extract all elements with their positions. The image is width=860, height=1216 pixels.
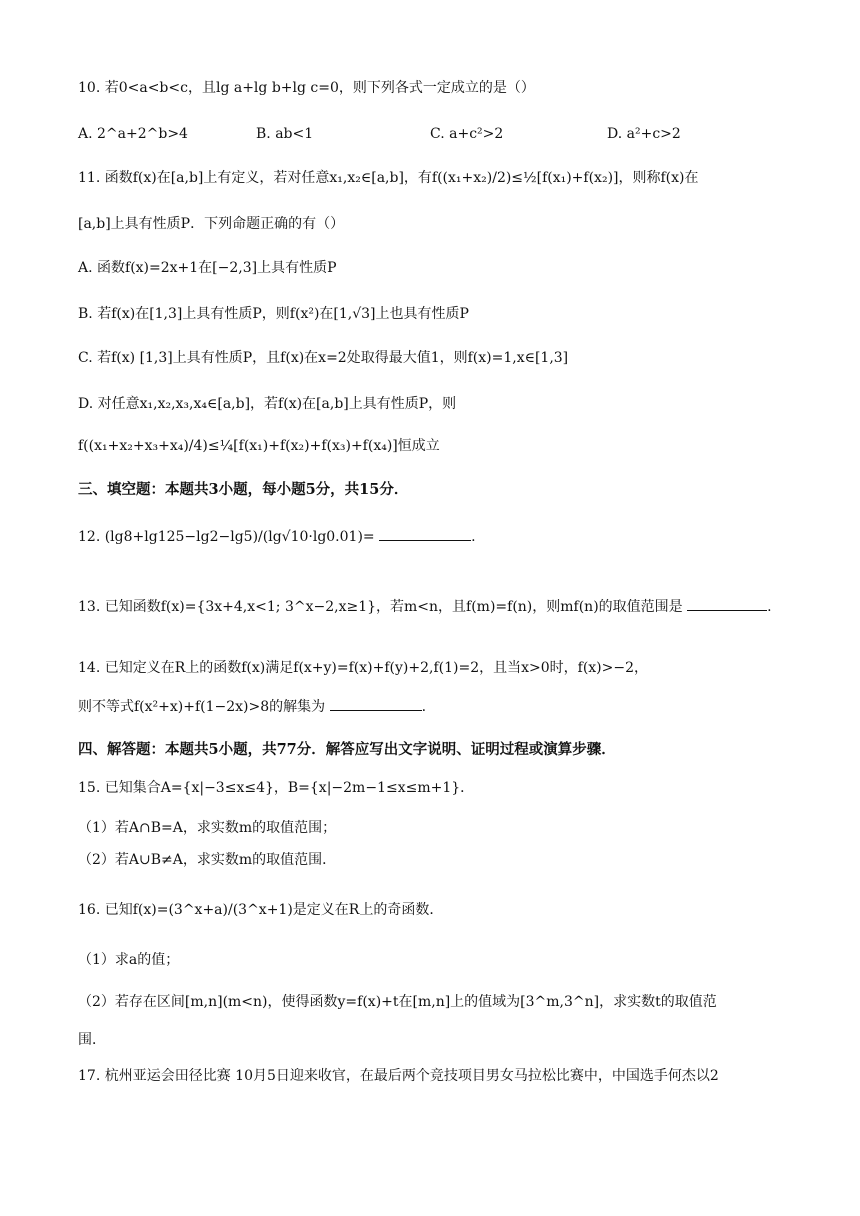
q12-text: 12. (lg8+lg125−lg2−lg5)/(lg√10·lg0.01)= — [78, 529, 375, 545]
q10-option-b: B. ab<1 — [256, 126, 314, 142]
q15-stem: 15. 已知集合A={x|−3≤x≤4}，B={x|−2m−1≤x≤m+1}． — [78, 780, 475, 796]
q11-option-b: B. 若f(x)在[1,3]上具有性质P，则f(x²)在[1,√3]上也具有性质P — [78, 306, 469, 322]
q16-part1: （1）求a的值； — [78, 952, 180, 968]
q12-answer-blank — [379, 526, 471, 541]
section-3-heading: 三、填空题：本题共3小题，每小题5分，共15分． — [78, 481, 409, 498]
q14-line2: 则不等式f(x²+x)+f(1−2x)>8的解集为 . — [78, 696, 800, 717]
q11-line2: [a,b]上具有性质P．下列命题正确的有（） — [78, 216, 345, 232]
q13-text: 13. 已知函数f(x)={3x+4,x<1; 3^x−2,x≥1}，若m<n，且f(m)=f(n)，则mf(n)的取值范围是 — [78, 599, 683, 615]
q13-answer-blank — [687, 596, 767, 611]
q14-line1: 14. 已知定义在R上的函数f(x)满足f(x+y)=f(x)+f(y)+2,f(1)=2，且当x>0时，f(x)>−2， — [78, 660, 649, 676]
q14-answer-blank — [330, 696, 422, 711]
q16-part2-cont: 围． — [78, 1032, 106, 1048]
q14-text: 则不等式f(x²+x)+f(1−2x)>8的解集为 — [78, 699, 326, 715]
q10-stem: 10. 若0<a<b<c，且lg a+lg b+lg c=0，则下列各式一定成立的是（） — [78, 80, 535, 96]
section-4-heading: 四、解答题：本题共5小题，共77分．解答应写出文字说明、证明过程或演算步骤． — [78, 741, 616, 758]
q17-stem: 17. 杭州亚运会田径比赛 10月5日迎来收官，在最后两个竞技项目男女马拉松比赛中，中国选手何杰以2 — [78, 1068, 719, 1084]
q10-option-d: D. a²+c>2 — [607, 126, 681, 142]
q15-part2: （2）若A∪B≠A，求实数m的取值范围． — [78, 852, 337, 868]
q13: 13. 已知函数f(x)={3x+4,x<1; 3^x−2,x≥1}，若m<n，且f(m)=f(n)，则mf(n)的取值范围是 . — [78, 596, 800, 617]
q12: 12. (lg8+lg125−lg2−lg5)/(lg√10·lg0.01)= . — [78, 526, 800, 547]
q11-option-a: A. 函数f(x)=2x+1在[−2,3]上具有性质P — [78, 260, 337, 276]
q15-part1: （1）若A∩B=A，求实数m的取值范围； — [78, 820, 337, 836]
q11-option-c: C. 若f(x) [1,3]上具有性质P，且f(x)在x=2处取得最大值1，则f(x)=1,x∈[1,3] — [78, 350, 569, 366]
q10-option-c: C. a+c²>2 — [430, 126, 504, 142]
q11-line1: 11. 函数f(x)在[a,b]上有定义，若对任意x₁,x₂∈[a,b]，有f((x₁+x₂)/2)≤½[f(x₁)+f(x₂)]，则称f(x)在 — [78, 170, 699, 186]
q10-option-a: A. 2^a+2^b>4 — [78, 126, 188, 142]
q11-option-d-line2: f((x₁+x₂+x₃+x₄)/4)≤¼[f(x₁)+f(x₂)+f(x₃)+f(x₄)]恒成立 — [78, 438, 440, 454]
q16-part2: （2）若存在区间[m,n](m<n)，使得函数y=f(x)+t在[m,n]上的值域为[3^m,3^n]，求实数t的取值范 — [78, 994, 717, 1010]
q11-option-d-line1: D. 对任意x₁,x₂,x₃,x₄∈[a,b]，若f(x)在[a,b]上具有性质P，则 — [78, 396, 457, 412]
q16-stem: 16. 已知f(x)=(3^x+a)/(3^x+1)是定义在R上的奇函数． — [78, 902, 444, 918]
